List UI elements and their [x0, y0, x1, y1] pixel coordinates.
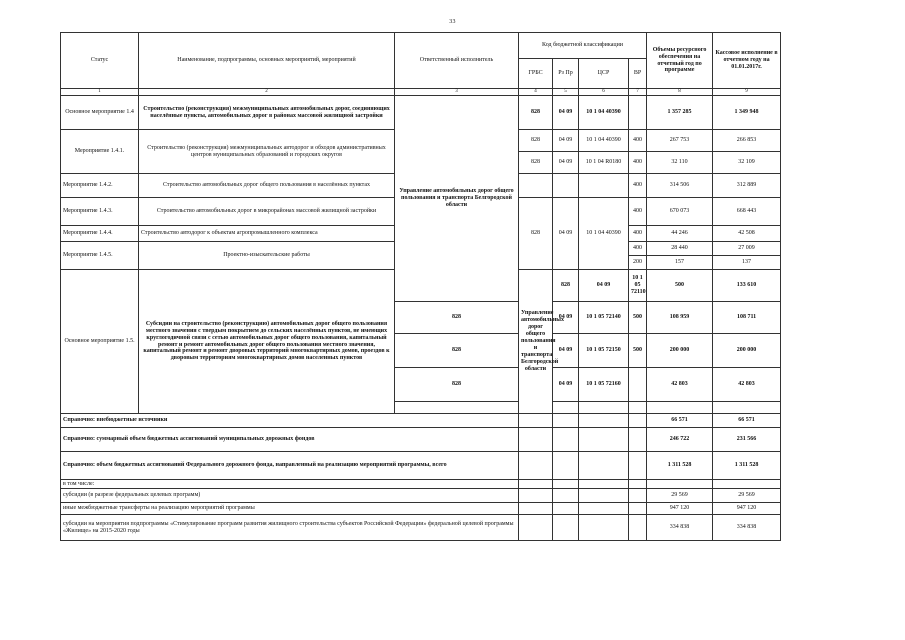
csr-cell: [579, 480, 629, 489]
grbs-cell: 828: [519, 152, 553, 174]
status-cell: Мероприятие 1.4.5.: [61, 242, 139, 270]
volume-cell: 32 110: [647, 152, 713, 174]
col-number: 4: [519, 89, 553, 96]
rzpr-cell: [553, 402, 579, 414]
volume-cell: 108 959: [647, 302, 713, 334]
cash-cell: 108 711: [713, 302, 781, 334]
vr-cell: [629, 414, 647, 428]
header-volumes: Объемы ресурсного обеспечения на отчетный год по программе: [647, 33, 713, 89]
csr-cell: [579, 452, 629, 480]
status-cell: Мероприятие 1.4.4.: [61, 226, 139, 242]
volume-cell: 157: [647, 256, 713, 270]
volume-cell: 670 073: [647, 198, 713, 226]
cash-cell: 42 803: [713, 368, 781, 402]
status-cell: Основное мероприятие 1.4: [61, 96, 139, 130]
rzpr-cell: 04 09: [579, 270, 629, 302]
activity-name: Строительство автодорог к объектам агропромышленного комплекса: [139, 226, 395, 242]
cash-cell: 32 109: [713, 152, 781, 174]
vr-cell: 400: [629, 152, 647, 174]
volume-cell: 246 722: [647, 428, 713, 452]
csr-cell: [579, 414, 629, 428]
vr-cell: 400: [629, 130, 647, 152]
vr-cell: 200: [629, 256, 647, 270]
col-number: 7: [629, 89, 647, 96]
vr-cell: 500: [629, 334, 647, 368]
csr-cell: 10 1 04 40390: [579, 130, 629, 152]
volume-cell: 1 357 285: [647, 96, 713, 130]
volume-cell: 314 506: [647, 174, 713, 198]
reference-label: в том числе:: [61, 480, 519, 489]
col-number: 6: [579, 89, 629, 96]
cash-cell: 137: [713, 256, 781, 270]
activity-name: Строительство (реконструкция) межмуниципальных автодорог и обходов административных центров муниципальных образований и городских округов: [139, 130, 395, 174]
volume-cell: 42 803: [647, 368, 713, 402]
volume-cell: [647, 402, 713, 414]
status-cell: Мероприятие 1.4.3.: [61, 198, 139, 226]
rzpr-cell: 04 09: [553, 152, 579, 174]
csr-cell: 10 1 04 40390: [579, 96, 629, 130]
volume-cell: 200 000: [647, 334, 713, 368]
grbs-cell: 828: [395, 368, 519, 402]
grbs-cell: [519, 480, 553, 489]
csr-cell: 10 1 05 72150: [579, 334, 629, 368]
cash-cell: 66 571: [713, 414, 781, 428]
executor-cell: Управление автомобильных дорог общего пользования и транспорта Белгородской области: [395, 96, 519, 302]
header-csr: ЦСР: [579, 59, 629, 89]
grbs-cell: [519, 174, 553, 198]
grbs-cell: 828: [553, 270, 579, 302]
vr-cell: [629, 96, 647, 130]
rzpr-cell: 04 09: [553, 302, 579, 334]
csr-cell: [579, 174, 629, 198]
volume-cell: 947 120: [647, 503, 713, 515]
volume-cell: 133 610: [713, 270, 781, 302]
vr-cell: 400: [629, 174, 647, 198]
header-rzpr: Рз Пр: [553, 59, 579, 89]
csr-cell: [579, 402, 629, 414]
vr-cell: 400: [629, 226, 647, 242]
col-number: 1: [61, 89, 139, 96]
activity-name: Проектно-изыскательские работы: [139, 242, 395, 270]
vr-cell: [629, 402, 647, 414]
cash-cell: [713, 402, 781, 414]
header-executor: Ответственный исполнитель: [395, 33, 519, 89]
grbs-cell: 828: [519, 130, 553, 152]
cash-cell: 200 000: [713, 334, 781, 368]
volume-cell: 1 311 528: [647, 452, 713, 480]
vr-cell: [629, 515, 647, 541]
volume-cell: [647, 480, 713, 489]
cash-cell: 312 889: [713, 174, 781, 198]
status-cell: Основное мероприятие 1.5.: [61, 270, 139, 414]
volume-cell: 66 571: [647, 414, 713, 428]
csr-cell: 10 1 05 72140: [579, 302, 629, 334]
grbs-cell: 828: [519, 198, 553, 270]
header-grbs: ГРБС: [519, 59, 553, 89]
cash-cell: 668 443: [713, 198, 781, 226]
volume-cell: 28 440: [647, 242, 713, 256]
rzpr-cell: [553, 428, 579, 452]
grbs-cell: 828: [519, 96, 553, 130]
cash-cell: [713, 480, 781, 489]
grbs-cell: [519, 452, 553, 480]
rzpr-cell: [553, 515, 579, 541]
grbs-cell: 828: [395, 334, 519, 368]
status-cell: Мероприятие 1.4.2.: [61, 174, 139, 198]
vr-cell: [629, 428, 647, 452]
activity-name: Строительство (реконструкция) межмуниципальных автомобильных дорог, соединяющих населённые пункты, автомобильных дорог в районах массовой жилищной застройки: [139, 96, 395, 130]
csr-cell: [579, 428, 629, 452]
grbs-cell: [519, 428, 553, 452]
grbs-cell: [519, 515, 553, 541]
col-number: 8: [647, 89, 713, 96]
cash-cell: 947 120: [713, 503, 781, 515]
reference-label: Справочно: объем бюджетных ассигнований Федерального дорожного фонда, направленный на реализацию мероприятий программы, всего: [61, 452, 519, 480]
grbs-cell: [519, 503, 553, 515]
csr-cell: [579, 503, 629, 515]
reference-label: Справочно: суммарный объем бюджетных ассигнований муниципальных дорожных фондов: [61, 428, 519, 452]
vr-cell: [629, 452, 647, 480]
rzpr-cell: [553, 452, 579, 480]
rzpr-cell: 04 09: [553, 198, 579, 270]
grbs-cell: [519, 414, 553, 428]
activity-name: Строительство автомобильных дорог в микрорайонах массовой жилищной застройки: [139, 198, 395, 226]
csr-cell: 10 1 05 72110: [629, 270, 647, 302]
cash-cell: 42 508: [713, 226, 781, 242]
header-vr: ВР: [629, 59, 647, 89]
budget-table: [60, 32, 781, 541]
cash-cell: 1 349 948: [713, 96, 781, 130]
header-budget-code: Код бюджетной классификации: [519, 33, 647, 59]
header-status: Статус: [61, 33, 139, 89]
csr-cell: 10 1 05 72160: [579, 368, 629, 402]
grbs-cell: [395, 402, 519, 414]
cash-cell: 231 566: [713, 428, 781, 452]
cash-cell: 27 009: [713, 242, 781, 256]
col-number: 5: [553, 89, 579, 96]
col-number: 9: [713, 89, 781, 96]
cash-cell: 1 311 528: [713, 452, 781, 480]
rzpr-cell: 04 09: [553, 368, 579, 402]
col-number: 3: [395, 89, 519, 96]
col-number: 2: [139, 89, 395, 96]
vr-cell: [629, 489, 647, 503]
vr-cell: [629, 480, 647, 489]
activity-name: Субсидии на строительство (реконструкцию) автомобильных дорог общего пользования местного значения с твердым покрытием до сельских населённых пунктов, не имеющих круглогодичной связи с сетью автомобильных дорог общего пользования, капитальный ремонт и ремонт автомобильных дорог общего пользования местного значения, капитальный ремонт и ремонт дворовых территорий многоквартирных домов, проездов к дворовым территориям многоквартирных домов населенных пунктов: [139, 270, 395, 414]
rzpr-cell: [553, 503, 579, 515]
csr-cell: [579, 489, 629, 503]
cash-cell: 29 569: [713, 489, 781, 503]
grbs-cell: 828: [395, 302, 519, 334]
reference-label: субсидии на мероприятия подпрограммы «Стимулирование программ развития жилищного строительства субъектов Российской Федерации» федеральной целевой программы «Жилище» на 2015-2020 годы: [61, 515, 519, 541]
vr-cell: 500: [629, 302, 647, 334]
rzpr-cell: [553, 174, 579, 198]
vr-cell: [629, 368, 647, 402]
page-number: 33: [449, 19, 456, 25]
cash-cell: 266 853: [713, 130, 781, 152]
reference-label: субсидии (в разрезе федеральных целевых программ): [61, 489, 519, 503]
vr-cell: 400: [629, 198, 647, 226]
rzpr-cell: 04 09: [553, 96, 579, 130]
reference-label: Справочно: внебюджетные источники: [61, 414, 519, 428]
rzpr-cell: 04 09: [553, 334, 579, 368]
activity-name: Строительство автомобильных дорог общего пользования в населённых пунктах: [139, 174, 395, 198]
rzpr-cell: [553, 489, 579, 503]
vr-cell: 500: [647, 270, 713, 302]
volume-cell: 334 838: [647, 515, 713, 541]
status-cell: Мероприятие 1.4.1.: [61, 130, 139, 174]
cash-cell: 334 838: [713, 515, 781, 541]
rzpr-cell: [553, 414, 579, 428]
csr-cell: 10 1 04 R0180: [579, 152, 629, 174]
executor-cell: Управление автомобильных дорог общего пользования и транспорта Белгородской области: [519, 270, 553, 414]
volume-cell: 29 569: [647, 489, 713, 503]
volume-cell: 267 753: [647, 130, 713, 152]
vr-cell: [629, 503, 647, 515]
reference-label: иные межбюджетные трансферты на реализацию мероприятий программы: [61, 503, 519, 515]
csr-cell: [579, 515, 629, 541]
csr-cell: 10 1 04 40390: [579, 198, 629, 270]
header-cash: Кассовое исполнение в отчетном году на 01.01.2017г.: [713, 33, 781, 89]
vr-cell: 400: [629, 242, 647, 256]
header-name: Наименование, подпрограммы, основных мероприятий, мероприятий: [139, 33, 395, 89]
rzpr-cell: 04 09: [553, 130, 579, 152]
rzpr-cell: [553, 480, 579, 489]
grbs-cell: [519, 489, 553, 503]
volume-cell: 44 246: [647, 226, 713, 242]
